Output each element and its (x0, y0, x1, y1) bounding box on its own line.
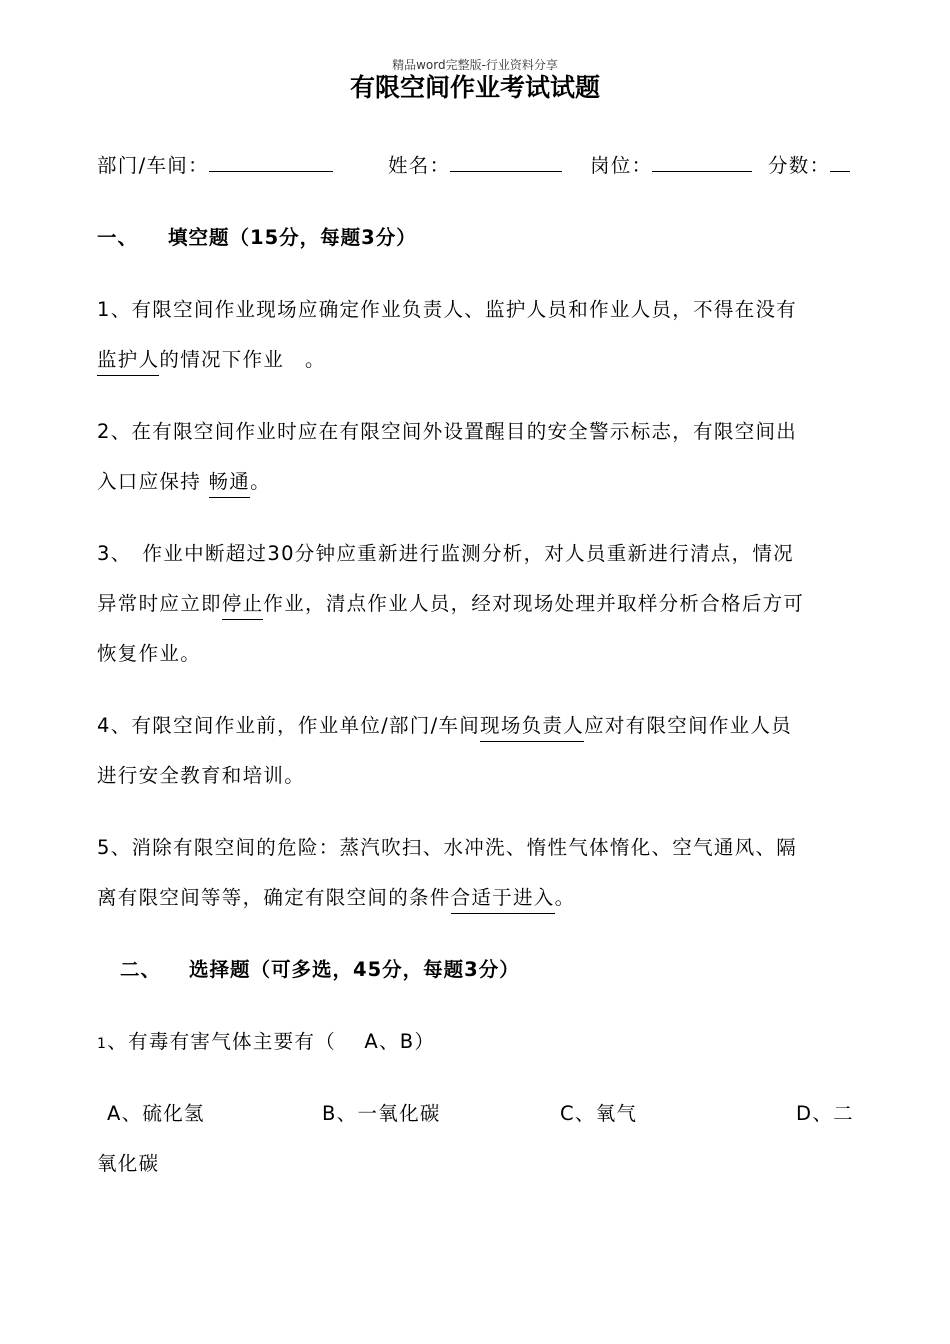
section2-number: 二、 (120, 958, 162, 981)
document-title: 有限空间作业考试试题 (349, 73, 600, 102)
mc1-option-d-cont: 氧化碳 (97, 1152, 160, 1175)
post-blank[interactable] (652, 151, 752, 172)
mc1-option-c[interactable]: C、氧气 (560, 1102, 638, 1125)
mc1-option-a[interactable]: A、硫化氢 (107, 1102, 205, 1125)
post-label: 岗位： (590, 154, 653, 177)
q4-answer: 现场负责人 (480, 710, 584, 742)
q2-answer: 畅通 (209, 466, 251, 498)
q2-line2-pre: 入口应保持 (97, 470, 209, 493)
score-label: 分数： (768, 154, 831, 177)
q1-line2 (97, 344, 326, 376)
q4-line1-post: 应对有限空间作业人员 (584, 714, 793, 737)
q5-line2-pre: 离有限空间等等，确定有限空间的条件 (97, 886, 451, 909)
q5-line2 (97, 882, 575, 914)
watermark: 精品word完整版-行业资料分享 (392, 58, 558, 72)
q5-answer: 合适于进入 (451, 882, 555, 914)
section2-title: 选择题（可多选，45分，每题3分） (189, 958, 520, 981)
section1-number: 一、 (97, 226, 139, 249)
score-field (768, 150, 850, 178)
name-field (388, 150, 562, 178)
q1-line2-rest: 的情况下作业 。 (159, 348, 326, 371)
dept-blank[interactable] (209, 151, 333, 172)
dept-field (97, 150, 333, 178)
q3-line1: 3、 作业中断超过30分钟应重新进行监测分析，对人员重新进行清点，情况 (97, 542, 794, 565)
q1-answer: 监护人 (97, 344, 159, 376)
q2-line2 (97, 466, 271, 498)
mc1-option-b[interactable]: B、一氧化碳 (322, 1102, 441, 1125)
mc1-option-d[interactable]: D、二 (796, 1102, 854, 1125)
q2-line1: 2、在有限空间作业时应在有限空间外设置醒目的安全警示标志，有限空间出 (97, 420, 798, 443)
q5-line1: 5、消除有限空间的危险：蒸汽吹扫、水冲洗、惰性气体惰化、空气通风、隔 (97, 836, 798, 859)
q4-line1-pre: 4、有限空间作业前，作业单位/部门/车间 (97, 714, 481, 737)
q3-line2-post: 作业，清点作业人员，经对现场处理并取样分析合格后方可 (263, 592, 805, 615)
q3-answer: 停止 (222, 588, 264, 620)
q2-line2-post: 。 (250, 470, 271, 493)
dept-label: 部门/车间： (97, 154, 209, 177)
mc1-question (97, 1026, 435, 1054)
section1-heading (97, 222, 417, 250)
score-blank[interactable] (830, 151, 850, 172)
mc1-number: 1 (97, 1036, 108, 1052)
q3-line2-pre: 异常时应立即 (97, 592, 222, 615)
q4-line2: 进行安全教育和培训。 (97, 764, 306, 787)
q3-line3: 恢复作业。 (97, 642, 202, 665)
name-label: 姓名： (388, 154, 451, 177)
q4-line1 (97, 710, 792, 742)
section2-heading (120, 954, 520, 982)
q1-line1: 1、有限空间作业现场应确定作业负责人、监护人员和作业人员，不得在没有 (97, 298, 798, 321)
section1-title: 填空题（15分，每题3分） (168, 226, 417, 249)
post-field (590, 150, 752, 178)
q3-line2 (97, 588, 804, 620)
name-blank[interactable] (450, 151, 562, 172)
mc1-text: 、有毒有害气体主要有（ A、B） (107, 1030, 436, 1053)
q5-line2-post: 。 (554, 886, 576, 909)
